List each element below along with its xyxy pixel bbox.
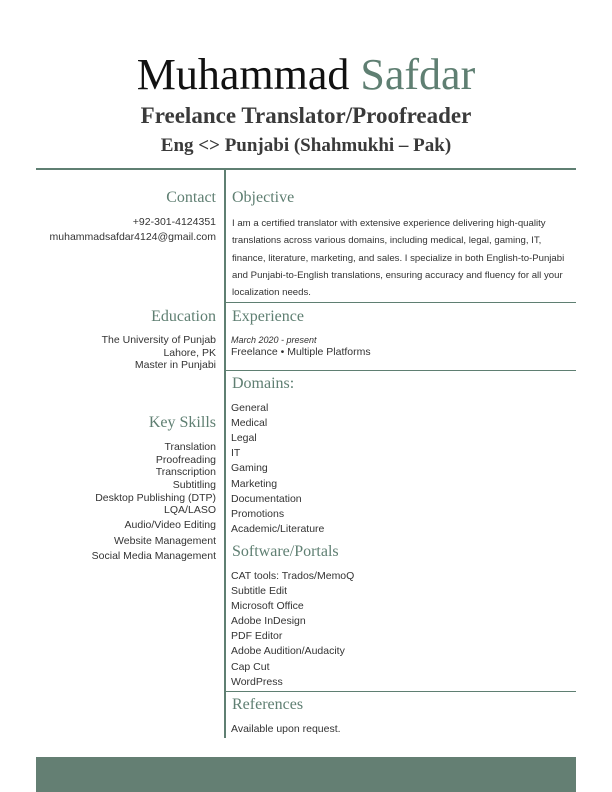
references-heading: References xyxy=(232,696,304,713)
education-heading: Education xyxy=(151,308,216,325)
skills-heading: Key Skills xyxy=(148,414,216,431)
software-item: Subtitle Edit xyxy=(231,585,288,597)
top-divider xyxy=(36,168,576,170)
software-item: PDF Editor xyxy=(231,630,283,642)
footer-band xyxy=(36,757,576,792)
first-name: Muhammad xyxy=(136,50,350,99)
skill-item: Transcription xyxy=(155,466,216,478)
skill-item: Audio/Video Editing xyxy=(124,519,216,531)
skill-item: Proofreading xyxy=(155,454,216,466)
job-title: Freelance Translator/Proofreader xyxy=(140,103,472,128)
skill-item: Desktop Publishing (DTP) xyxy=(95,492,216,504)
skill-item: Translation xyxy=(164,441,216,453)
software-item: Microsoft Office xyxy=(231,600,304,612)
domain-item: IT xyxy=(231,447,241,459)
domain-item: Academic/Literature xyxy=(231,523,325,535)
software-item: WordPress xyxy=(231,676,283,688)
section-divider xyxy=(225,370,576,371)
skill-item: Subtitling xyxy=(172,479,216,491)
language-pair: Eng <> Punjabi (Shahmukhi – Pak) xyxy=(160,135,452,156)
software-heading: Software/Portals xyxy=(232,543,339,560)
references-text: Available upon request. xyxy=(231,723,341,735)
experience-role: Freelance • Multiple Platforms xyxy=(231,346,371,358)
domain-item: Legal xyxy=(231,432,257,444)
skill-item: Website Management xyxy=(114,535,216,547)
section-divider xyxy=(225,691,576,692)
domain-item: Documentation xyxy=(231,493,302,505)
software-item: Adobe InDesign xyxy=(231,615,306,627)
column-divider xyxy=(224,170,226,738)
software-item: Cap Cut xyxy=(231,661,270,673)
experience-date: March 2020 - present xyxy=(231,335,317,345)
domain-item: Medical xyxy=(231,417,268,429)
education-line: The University of Punjab xyxy=(101,334,216,346)
skill-item: Social Media Management xyxy=(91,550,216,562)
skill-item: LQA/LASO xyxy=(164,504,216,516)
software-item: Adobe Audition/Audacity xyxy=(231,645,345,657)
domain-item: General xyxy=(231,402,269,414)
experience-heading: Experience xyxy=(232,308,304,325)
education-line: Lahore, PK xyxy=(163,347,216,359)
domain-item: Promotions xyxy=(231,508,285,520)
section-divider xyxy=(225,302,576,303)
software-item: CAT tools: Trados/MemoQ xyxy=(231,570,355,582)
domain-item: Gaming xyxy=(231,462,268,474)
domain-item: Marketing xyxy=(231,478,278,490)
domains-heading: Domains: xyxy=(232,375,295,392)
education-line: Master in Punjabi xyxy=(134,359,216,371)
last-name: Safdar xyxy=(360,50,476,99)
contact-phone: +92-301-4124351 xyxy=(132,216,216,228)
contact-heading: Contact xyxy=(166,189,216,206)
objective-heading: Objective xyxy=(232,189,295,206)
contact-email[interactable]: muhammadsafdar4124@gmail.com xyxy=(49,231,216,243)
candidate-name xyxy=(0,50,612,100)
objective-text: I am a certified translator with extensive experience delivering high-quality translations across various domains, including medical, legal, gaming, IT, finance, literature, marketing, and sales. I specialize in both English-to-Punjabi and Punjabi-to-English translations, ensuring accuracy and fluency for all your localization needs. xyxy=(232,218,565,299)
